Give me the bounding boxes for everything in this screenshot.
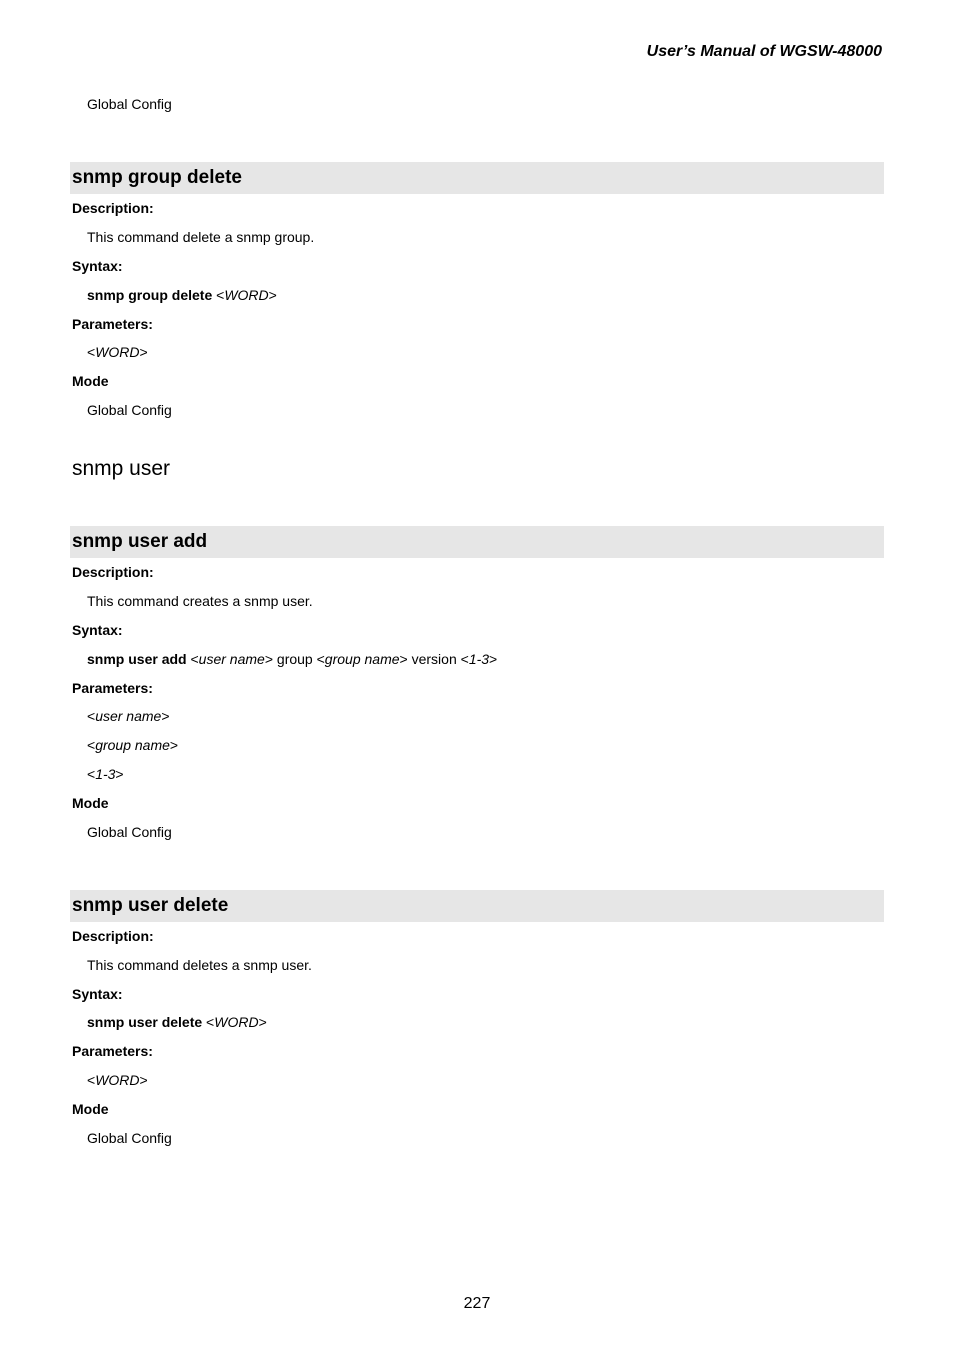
- syntax-line: snmp user delete <WORD>: [87, 1014, 267, 1030]
- page-number: 227: [463, 1295, 491, 1312]
- mode-value: Global Config: [87, 96, 172, 112]
- mode-label: Mode: [72, 373, 109, 389]
- section-title: snmp user: [72, 457, 171, 480]
- syntax-argument: WORD: [224, 287, 269, 303]
- syntax-keyword: group: [273, 651, 317, 667]
- syntax-argument: group name: [324, 651, 400, 667]
- syntax-label: Syntax:: [72, 622, 123, 638]
- mode-value: Global Config: [87, 1130, 172, 1146]
- command-heading: snmp group delete: [72, 167, 242, 188]
- parameter-item: <group name>: [87, 737, 179, 753]
- command-heading: snmp user add: [72, 531, 208, 552]
- description-label: Description:: [72, 928, 154, 944]
- running-header: User’s Manual of WGSW-48000: [646, 43, 882, 60]
- parameter-name: user name: [95, 708, 162, 724]
- description-text: This command deletes a snmp user.: [87, 957, 312, 973]
- command-heading: snmp user delete: [72, 895, 229, 916]
- syntax-line: snmp group delete <WORD>: [87, 287, 277, 303]
- parameters-label: Parameters:: [72, 316, 153, 332]
- description-text: This command delete a snmp group.: [87, 229, 315, 245]
- parameter-name: group name: [95, 737, 170, 753]
- description-text: This command creates a snmp user.: [87, 593, 313, 609]
- mode-label: Mode: [72, 1101, 109, 1117]
- syntax-argument: 1-3: [468, 651, 490, 667]
- syntax-command: snmp user delete: [87, 1014, 203, 1030]
- mode-label: Mode: [72, 795, 109, 811]
- command-heading-band: [70, 890, 884, 922]
- syntax-argument: WORD: [214, 1014, 259, 1030]
- syntax-keyword: version: [407, 651, 461, 667]
- syntax-command: snmp group delete: [87, 287, 213, 303]
- syntax-argument: user name: [198, 651, 265, 667]
- syntax-line: snmp user add <user name> group <group name> version <1-3>: [87, 651, 498, 667]
- description-label: Description:: [72, 564, 154, 580]
- description-label: Description:: [72, 200, 154, 216]
- parameter-name: WORD: [95, 1072, 140, 1088]
- parameter-item: <1-3>: [87, 766, 124, 782]
- mode-value: Global Config: [87, 824, 172, 840]
- syntax-label: Syntax:: [72, 986, 123, 1002]
- parameter-item: <WORD>: [87, 344, 148, 360]
- syntax-command: snmp user add: [87, 651, 187, 667]
- parameters-label: Parameters:: [72, 1043, 153, 1059]
- syntax-label: Syntax:: [72, 258, 123, 274]
- command-heading-band: [70, 162, 884, 194]
- parameter-name: 1-3: [95, 766, 116, 782]
- command-heading-band: [70, 526, 884, 558]
- parameter-item: <user name>: [87, 708, 170, 724]
- parameter-name: WORD: [95, 344, 140, 360]
- mode-value: Global Config: [87, 402, 172, 418]
- parameter-item: <WORD>: [87, 1072, 148, 1088]
- parameters-label: Parameters:: [72, 680, 153, 696]
